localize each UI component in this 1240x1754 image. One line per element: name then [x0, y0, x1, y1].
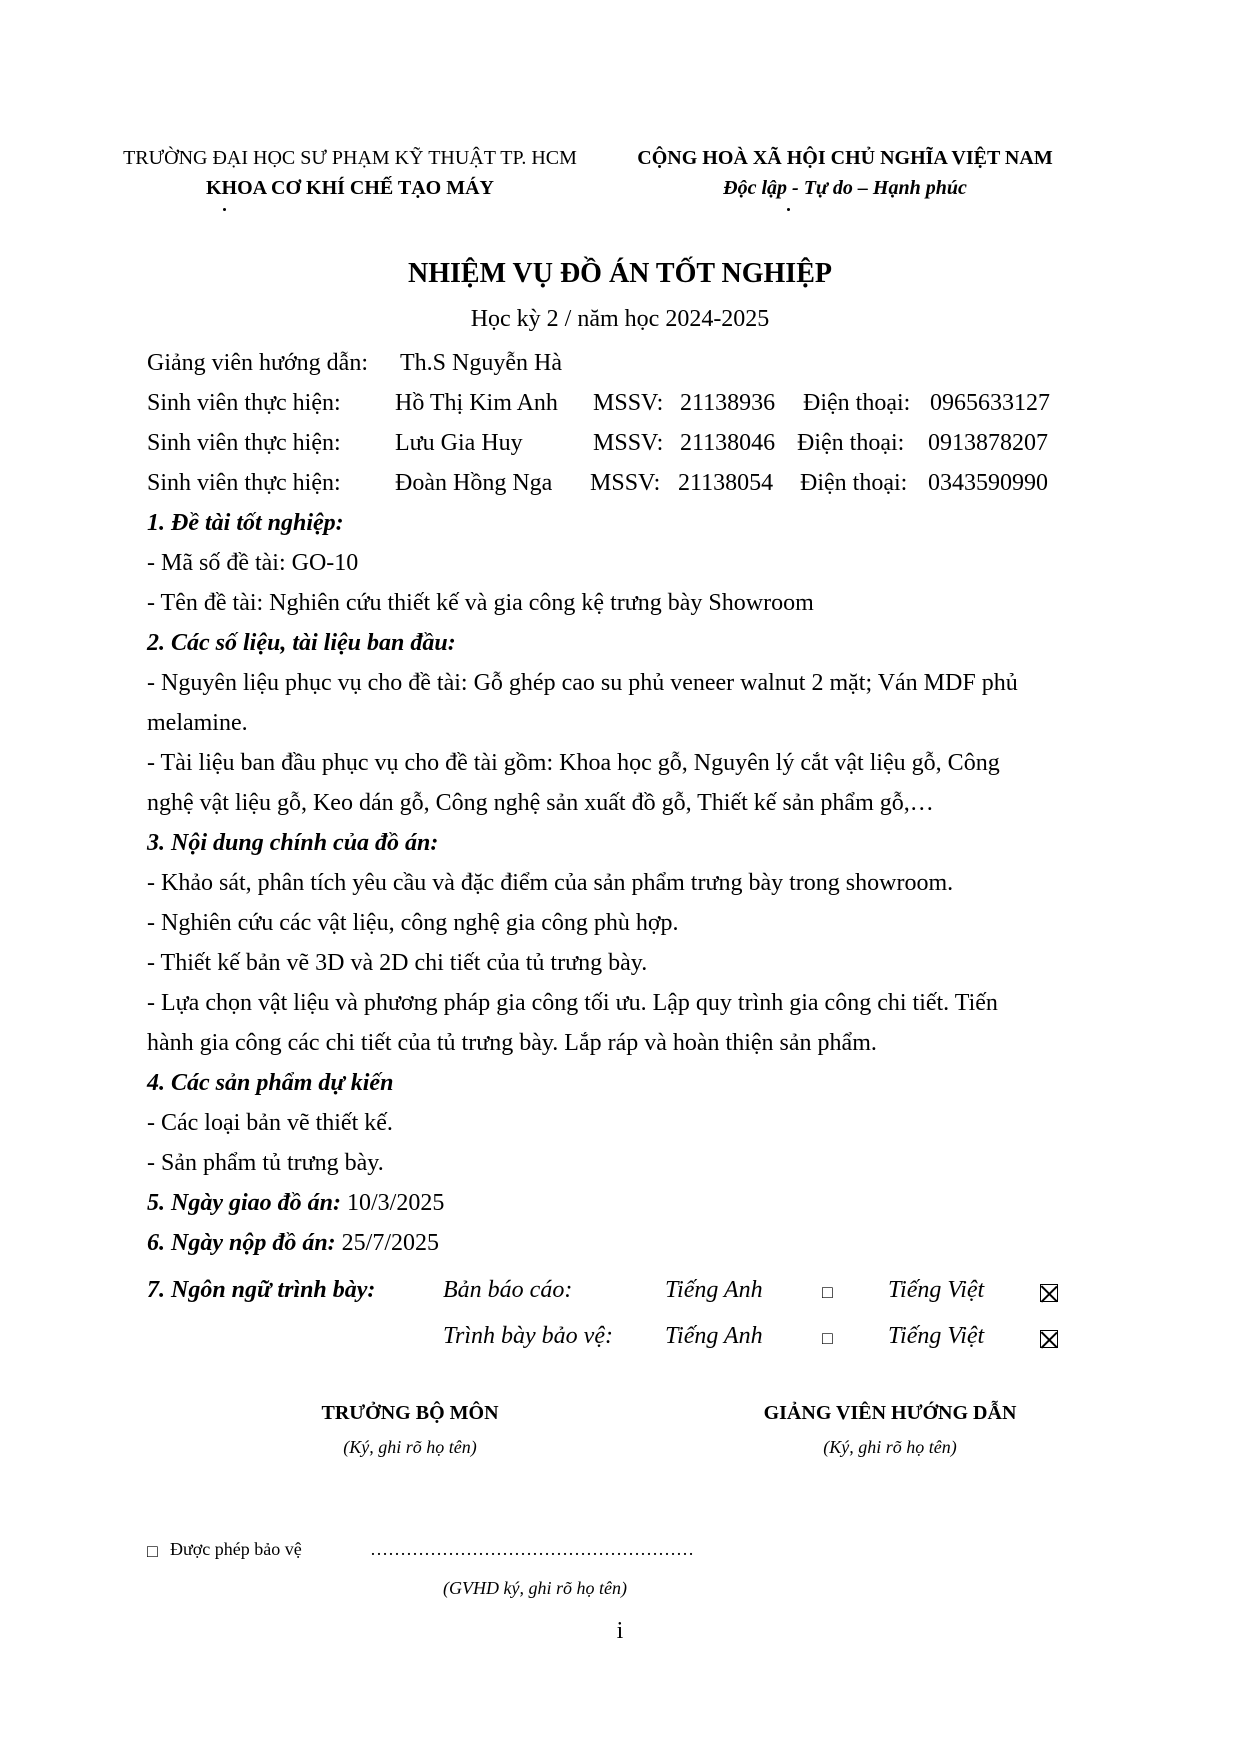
section-2-title: 2. Các số liệu, tài liệu ban đầu:: [147, 630, 456, 656]
student-name: Hồ Thị Kim Anh: [395, 390, 558, 416]
section-4-line: - Sản phẩm tủ trưng bày.: [147, 1150, 384, 1176]
school-name: TRƯỜNG ĐẠI HỌC SƯ PHẠM KỸ THUẬT TP. HCM: [123, 147, 577, 169]
page-title: NHIỆM VỤ ĐỒ ÁN TỐT NGHIỆP: [408, 258, 832, 289]
advisor-name: Th.S Nguyễn Hà: [400, 350, 562, 376]
student-mssv: 21138936: [680, 390, 776, 416]
faculty-name: KHOA CƠ KHÍ CHẾ TẠO MÁY: [206, 177, 494, 199]
defense-english-checkbox[interactable]: □: [822, 1328, 833, 1348]
student-phone: 0913878207: [928, 430, 1048, 456]
section-3-line: hành gia công các chi tiết của tủ trưng bày. Lắp ráp và hoàn thiện sản phẩm.: [147, 1030, 877, 1056]
section-1-line: - Tên đề tài: Nghiên cứu thiết kế và gia công kệ trưng bày Showroom: [147, 590, 814, 616]
report-vietnamese-checkbox[interactable]: [1040, 1284, 1058, 1302]
student-phone: 0343590990: [928, 470, 1048, 496]
student-phone: 0965633127: [930, 390, 1050, 416]
student-label: Sinh viên thực hiện:: [147, 390, 341, 416]
section-3-line: - Nghiên cứu các vật liệu, công nghệ gia công phù hợp.: [147, 910, 679, 936]
section-2-line: melamine.: [147, 710, 248, 736]
department-head-note: (Ký, ghi rõ họ tên): [343, 1437, 477, 1457]
allow-defense-label: Được phép bảo vệ: [170, 1539, 302, 1559]
student-name: Lưu Gia Huy: [395, 430, 523, 456]
student-label: Sinh viên thực hiện:: [147, 470, 341, 496]
section-2-line: - Tài liệu ban đầu phục vụ cho đề tài gồm: Khoa học gỗ, Nguyên lý cắt vật liệu gỗ, Công: [147, 750, 1000, 776]
report-language-label: Bản báo cáo:: [443, 1277, 573, 1303]
section-1-line: - Mã số đề tài: GO-10: [147, 550, 359, 576]
section-1-title: 1. Đề tài tốt nghiệp:: [147, 510, 344, 536]
report-vietnamese-option: Tiếng Việt: [888, 1277, 985, 1303]
student-phone-label: Điện thoại:: [800, 470, 908, 496]
section-2-line: - Nguyên liệu phục vụ cho đề tài: Gỗ ghép cao su phủ veneer walnut 2 mặt; Ván MDF phủ: [147, 670, 1018, 696]
student-mssv-label: MSSV:: [590, 470, 661, 496]
defense-vietnamese-checkbox[interactable]: [1040, 1330, 1058, 1348]
advisor-signature-title: GIẢNG VIÊN HƯỚNG DẪN: [763, 1402, 1017, 1424]
handover-date: 10/3/2025: [347, 1190, 445, 1216]
defense-language-label: Trình bày bảo vệ:: [443, 1323, 613, 1349]
submission-date: 25/7/2025: [341, 1230, 440, 1256]
page-number: i: [616, 1618, 624, 1644]
advisor-signature-note: (Ký, ghi rõ họ tên): [823, 1437, 957, 1457]
gvhd-note: (GVHD ký, ghi rõ họ tên): [443, 1578, 627, 1598]
section-3-title: 3. Nội dung chính của đồ án:: [147, 830, 439, 856]
advisor-label: Giảng viên hướng dẫn:: [147, 350, 368, 376]
section-2-line: nghệ vật liệu gỗ, Keo dán gỗ, Công nghệ sản xuất đồ gỗ, Thiết kế sản phẩm gỗ,…: [147, 790, 934, 816]
country-motto: Độc lập - Tự do – Hạnh phúc: [723, 177, 967, 199]
report-english-checkbox[interactable]: □: [822, 1282, 833, 1302]
semester-line: Học kỳ 2 / năm học 2024-2025: [470, 306, 770, 332]
section-4-title: 4. Các sản phẩm dự kiến: [147, 1070, 394, 1096]
signature-dots: ………………………………………………: [370, 1539, 694, 1559]
student-phone-label: Điện thoại:: [803, 390, 911, 416]
student-label: Sinh viên thực hiện:: [147, 430, 341, 456]
section-4-line: - Các loại bản vẽ thiết kế.: [147, 1110, 393, 1136]
header-left-dot: [223, 208, 226, 211]
student-mssv-label: MSSV:: [593, 430, 664, 456]
department-head-title: TRƯỞNG BỘ MÔN: [321, 1402, 499, 1424]
country-name: CỘNG HOÀ XÃ HỘI CHỦ NGHĨA VIỆT NAM: [637, 147, 1053, 169]
section-5-title: 5. Ngày giao đồ án:: [147, 1190, 341, 1216]
section-6-title: 6. Ngày nộp đồ án:: [147, 1230, 336, 1256]
student-phone-label: Điện thoại:: [797, 430, 905, 456]
allow-defense-checkbox[interactable]: □: [147, 1541, 158, 1561]
section-6: [147, 1230, 439, 1257]
section-3-line: - Khảo sát, phân tích yêu cầu và đặc điểm của sản phẩm trưng bày trong showroom.: [147, 870, 954, 896]
student-name: Đoàn Hồng Nga: [395, 470, 553, 496]
section-3-line: - Lựa chọn vật liệu và phương pháp gia công tối ưu. Lập quy trình gia công chi tiết. Tiến: [147, 990, 998, 1016]
header-right-dot: [787, 208, 790, 211]
section-7-title: 7. Ngôn ngữ trình bày:: [147, 1277, 376, 1303]
defense-vietnamese-option: Tiếng Việt: [888, 1323, 985, 1349]
section-3-line: - Thiết kế bản vẽ 3D và 2D chi tiết của tủ trưng bày.: [147, 950, 648, 976]
defense-english-option: Tiếng Anh: [665, 1323, 763, 1349]
report-english-option: Tiếng Anh: [665, 1277, 763, 1303]
student-mssv-label: MSSV:: [593, 390, 664, 416]
section-5: [147, 1190, 444, 1217]
student-mssv: 21138046: [680, 430, 776, 456]
student-mssv: 21138054: [678, 470, 774, 496]
